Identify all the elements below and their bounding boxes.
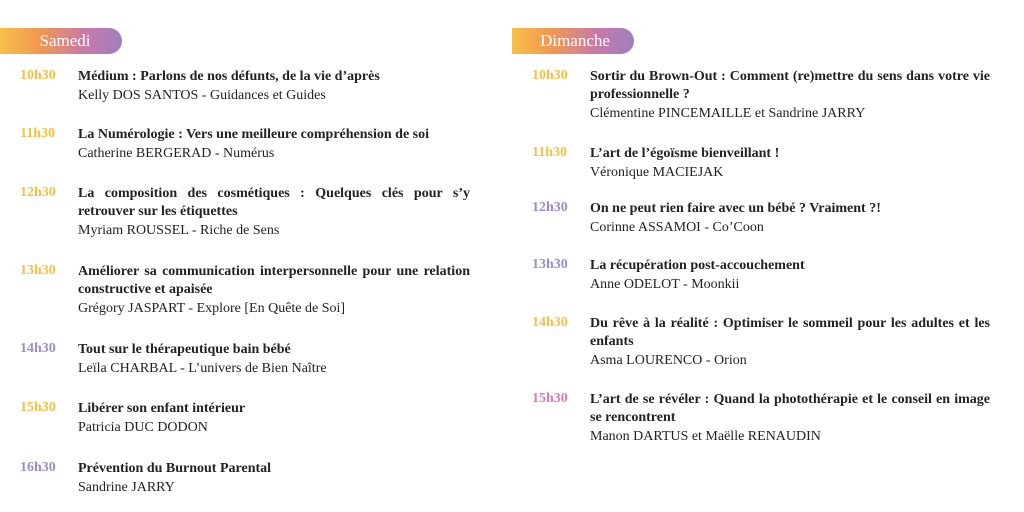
session-speaker: Corinne ASSAMOI - Co’Coon [590,220,764,235]
session-title: Libérer son enfant intérieur [78,401,246,416]
session-title: Tout sur le thérapeutique bain bébé [78,342,291,357]
session-time: 11h30 [532,145,568,160]
session-speaker: Asma LOURENCO - Orion [590,353,747,368]
session-time: 12h30 [532,200,568,215]
session-title: La Numérologie : Vers une meilleure compréhension de soi [78,127,430,142]
session-time: 11h30 [20,126,56,141]
session-speaker: Manon DARTUS et Maëlle RENAUDIN [590,429,821,444]
day-badge-saturday: Samedi [0,28,122,54]
session-time: 10h30 [20,68,56,83]
session-time: 15h30 [20,400,56,415]
session-title: Du rêve à la réalité : Optimiser le sommeil pour les adultes et les enfants [590,316,990,349]
session-time: 15h30 [532,391,568,406]
session-speaker: Clémentine PINCEMAILLE et Sandrine JARRY [590,106,866,121]
session-speaker: Leïla CHARBAL - L’univers de Bien Naître [78,361,327,376]
session-title: Prévention du Burnout Parental [78,461,272,476]
session-speaker: Anne ODELOT - Moonkii [590,277,740,292]
session-title: La récupération post-accouchement [590,258,805,273]
session-speaker: Kelly DOS SANTOS - Guidances et Guides [78,88,326,103]
session-speaker: Véronique MACIEJAK [590,165,724,180]
session-speaker: Patricia DUC DODON [78,420,208,435]
day-badge-sunday: Dimanche [512,28,634,54]
session-title: Améliorer sa communication interpersonnelle pour une relation constructive et apaisée [78,264,470,297]
session-title: On ne peut rien faire avec un bébé ? Vraiment ?! [590,201,881,216]
session-title: La composition des cosmétiques : Quelques clés pour s’y retrouver sur les étiquettes [78,186,470,219]
session-time: 12h30 [20,185,56,200]
session-title: L’art de se révéler : Quand la photothérapie et le conseil en image se rencontrent [590,392,990,425]
session-title: Médium : Parlons de nos défunts, de la vie d’après [78,69,380,84]
session-time: 14h30 [532,315,568,330]
session-title: L’art de l’égoïsme bienveillant ! [590,146,780,161]
session-speaker: Myriam ROUSSEL - Riche de Sens [78,223,280,238]
session-time: 14h30 [20,341,56,356]
session-time: 13h30 [20,263,56,278]
session-time: 13h30 [532,257,568,272]
session-speaker: Sandrine JARRY [78,480,175,495]
session-time: 16h30 [20,460,56,475]
session-speaker: Grégory JASPART - Explore [En Quête de Soi] [78,301,346,316]
session-speaker: Catherine BERGERAD - Numérus [78,146,275,161]
session-title: Sortir du Brown-Out : Comment (re)mettre du sens dans votre vie professionnelle ? [590,69,990,102]
session-time: 10h30 [532,68,568,83]
